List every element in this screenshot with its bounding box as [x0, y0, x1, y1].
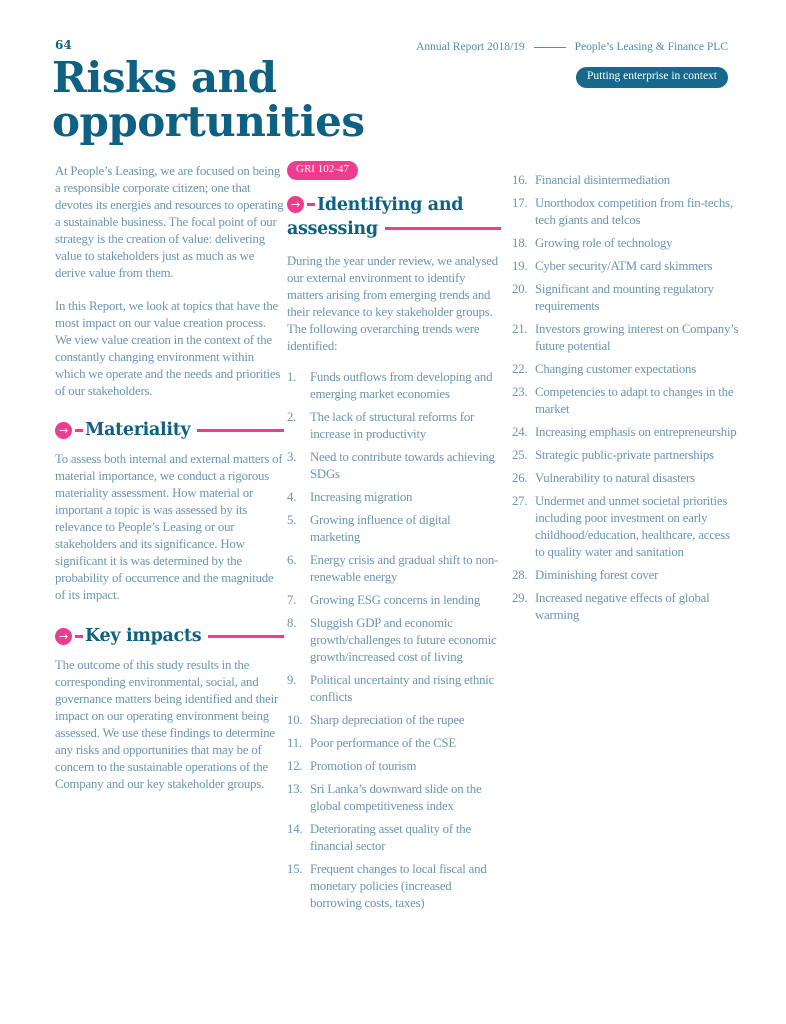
page-title	[52, 53, 365, 146]
trend-item-text: Vulnerability to natural disasters	[535, 471, 695, 485]
trend-item-text: Significant and mounting regulatory requirements	[535, 282, 714, 313]
page-title-line1: Risks and	[52, 53, 277, 102]
trend-item-number: 20.	[512, 282, 528, 296]
trend-list-item	[287, 592, 501, 609]
trend-item-text: Funds outflows from developing and emerging market economies	[310, 369, 493, 401]
trend-item-text: Changing customer expectations	[535, 362, 697, 376]
heading-dash	[75, 429, 83, 432]
identifying-heading	[287, 193, 501, 241]
arrow-circle-icon	[55, 628, 72, 645]
trend-list-item	[512, 281, 740, 315]
heading-dash	[307, 203, 315, 206]
right-arrow-icon: →	[59, 630, 68, 643]
trend-item-text: Growing influence of digital marketing	[310, 512, 451, 544]
trend-item-number: 27.	[512, 494, 528, 508]
trend-list-item	[287, 821, 501, 855]
arrow-circle-icon	[287, 196, 304, 213]
trend-list-16-29	[512, 172, 740, 624]
trend-item-number: 22.	[512, 362, 528, 376]
trend-item-text: Competencies to adapt to changes in the market	[535, 385, 734, 416]
trend-item-text: Cyber security/ATM card skimmers	[535, 259, 713, 273]
trend-item-text: Sharp depreciation of the rupee	[310, 712, 465, 727]
trend-item-number: 19.	[512, 259, 528, 273]
trend-item-text: Promotion of tourism	[310, 758, 417, 773]
trend-list-item	[512, 258, 740, 275]
trend-item-text: Strategic public-private partnerships	[535, 448, 714, 462]
trend-list-item	[287, 781, 501, 815]
trend-list-item	[512, 447, 740, 464]
trend-item-text: Frequent changes to local fiscal and monetary policies (increased borrowing costs, taxes)	[310, 861, 487, 910]
trend-item-number: 1.	[287, 369, 297, 384]
intro-paragraph-2: In this Report, we look at topics that have the most impact on our value creation process. We view value creation in the context of the constantly changing environment within which we operate and the needs and priorities of our stakeholders.	[55, 299, 281, 398]
trend-list-item	[287, 615, 501, 666]
trend-list-item	[512, 424, 740, 441]
trend-list-item	[512, 590, 740, 624]
trend-list-item	[287, 369, 501, 403]
trend-item-number: 23.	[512, 385, 528, 399]
trend-item-number: 7.	[287, 592, 297, 607]
trend-list-item	[512, 493, 740, 561]
header-divider	[534, 47, 566, 48]
materiality-body: To assess both internal and external matters of material importance, we conduct a rigorous materiality assessment. How material or important a topic is was assessed by its relevance to People’s Leasing or our stakeholders and its significance. How significant it is was determined by the probability of occurrence and the magnitude of its impact.	[55, 452, 283, 602]
trend-item-text: Financial disintermediation	[535, 173, 670, 187]
key-impacts-heading	[55, 628, 284, 645]
trend-item-text: Sri Lanka’s downward slide on the global competitiveness index	[310, 781, 482, 813]
trend-list-item	[512, 172, 740, 189]
trend-list-item	[287, 735, 501, 752]
identifying-heading-text-line1: Identifying and	[317, 194, 464, 215]
trend-list-item	[287, 449, 501, 483]
trend-list-item	[512, 384, 740, 418]
middle-column	[287, 160, 501, 918]
trend-list-item	[512, 567, 740, 584]
trend-item-number: 26.	[512, 471, 528, 485]
trend-item-text: Political uncertainty and rising ethnic conflicts	[310, 672, 495, 704]
trend-item-text: Growing role of technology	[535, 236, 673, 250]
identifying-heading-text-line2: assessing	[287, 218, 378, 239]
trend-list-item	[287, 552, 501, 586]
materiality-heading-text: Materiality	[85, 420, 191, 440]
heading-dash	[75, 635, 83, 638]
trend-list-item	[287, 672, 501, 706]
trend-item-text: Investors growing interest on Company’s future potential	[535, 322, 739, 353]
heading-rule	[385, 227, 501, 230]
trend-item-text: Unorthodox competition from fin-techs, tech giants and telcos	[535, 196, 733, 227]
trend-item-number: 21.	[512, 322, 528, 336]
right-column	[512, 170, 740, 630]
trend-item-number: 8.	[287, 615, 297, 630]
trend-item-text: Sluggish GDP and economic growth/challenges to future economic growth/increased cost of living	[310, 615, 497, 664]
trend-list-item	[512, 361, 740, 378]
trend-list-item	[287, 409, 501, 443]
key-impacts-body: The outcome of this study results in the corresponding environmental, social, and governance matters being identified and their impact on our operating environment being assessed. We use these findings to determine any risks and opportunities that may be of concern to the sustainable operations of the Company and our key stakeholder groups.	[55, 658, 279, 791]
trend-item-number: 16.	[512, 173, 528, 187]
gri-badge: GRI 102-47	[287, 161, 358, 180]
trend-item-number: 4.	[287, 489, 297, 504]
right-arrow-icon: →	[291, 198, 300, 211]
trend-list-item	[512, 470, 740, 487]
trend-item-text: Growing ESG concerns in lending	[310, 592, 481, 607]
trend-item-number: 29.	[512, 591, 528, 605]
trend-list-item	[512, 195, 740, 229]
trend-item-number: 18.	[512, 236, 528, 250]
trend-item-number: 25.	[512, 448, 528, 462]
trend-item-number: 28.	[512, 568, 528, 582]
trend-item-number: 12.	[287, 758, 303, 773]
trend-item-number: 10.	[287, 712, 303, 727]
trend-item-number: 24.	[512, 425, 528, 439]
trend-item-number: 5.	[287, 512, 297, 527]
key-impacts-heading-text: Key impacts	[85, 626, 202, 646]
trend-list-item	[287, 512, 501, 546]
trend-item-text: Increased negative effects of global warming	[535, 591, 710, 622]
trend-item-number: 2.	[287, 409, 297, 424]
company-name: People’s Leasing & Finance PLC	[574, 41, 728, 53]
trend-list-item	[287, 712, 501, 729]
trend-list-item	[287, 758, 501, 775]
trend-list-item	[512, 235, 740, 252]
trend-item-text: Need to contribute towards achieving SDGs	[310, 449, 495, 481]
heading-rule	[197, 429, 284, 432]
trend-item-text: Diminishing forest cover	[535, 568, 659, 582]
trend-item-text: Increasing migration	[310, 489, 413, 504]
arrow-circle-icon	[55, 422, 72, 439]
identifying-heading-line1	[287, 193, 501, 217]
trend-item-number: 13.	[287, 781, 303, 796]
trend-item-number: 3.	[287, 449, 297, 464]
materiality-heading	[55, 422, 284, 439]
trend-list-item	[512, 321, 740, 355]
trend-item-number: 17.	[512, 196, 528, 210]
trend-item-text: Poor performance of the CSE	[310, 735, 456, 750]
report-name: Annual Report 2018/19	[416, 41, 525, 53]
trend-item-text: Undermet and unmet societal priorities including poor investment on early childhood/education, healthcare, access to quality water and sanitation	[535, 494, 730, 559]
trend-item-number: 14.	[287, 821, 303, 836]
trend-item-number: 11.	[287, 735, 302, 750]
identifying-heading-line2	[287, 217, 501, 241]
trend-item-text: The lack of structural reforms for increase in productivity	[310, 409, 475, 441]
page-title-line2: opportunities	[52, 97, 365, 146]
page-number: 64	[55, 38, 72, 52]
trend-item-number: 15.	[287, 861, 303, 876]
intro-paragraph-1: At People’s Leasing, we are focused on being a responsible corporate citizen; one that devotes its energies and resources to operating a sustainable business. The focal point of our strategy is the creation of value: delivering value to stakeholders just as much as we derive value from them.	[55, 164, 284, 280]
trend-list-item	[287, 861, 501, 912]
trend-item-number: 9.	[287, 672, 297, 687]
header-meta	[416, 41, 728, 53]
right-arrow-icon: →	[59, 424, 68, 437]
context-badge: Putting enterprise in context	[576, 67, 728, 88]
left-column	[55, 163, 284, 809]
trend-list-item	[287, 489, 501, 506]
trend-item-text: Increasing emphasis on entrepreneurship	[535, 425, 737, 439]
identifying-body: During the year under review, we analysed our external environment to identify matters arising from emerging trends and their relevance to key stakeholder groups. The following overarching trends were identified:	[287, 253, 498, 353]
trend-list-1-15	[287, 369, 501, 912]
trend-item-text: Energy crisis and gradual shift to non-renewable energy	[310, 552, 499, 584]
trend-item-text: Deteriorating asset quality of the financial sector	[310, 821, 471, 853]
heading-rule	[208, 635, 284, 638]
trend-item-number: 6.	[287, 552, 297, 567]
